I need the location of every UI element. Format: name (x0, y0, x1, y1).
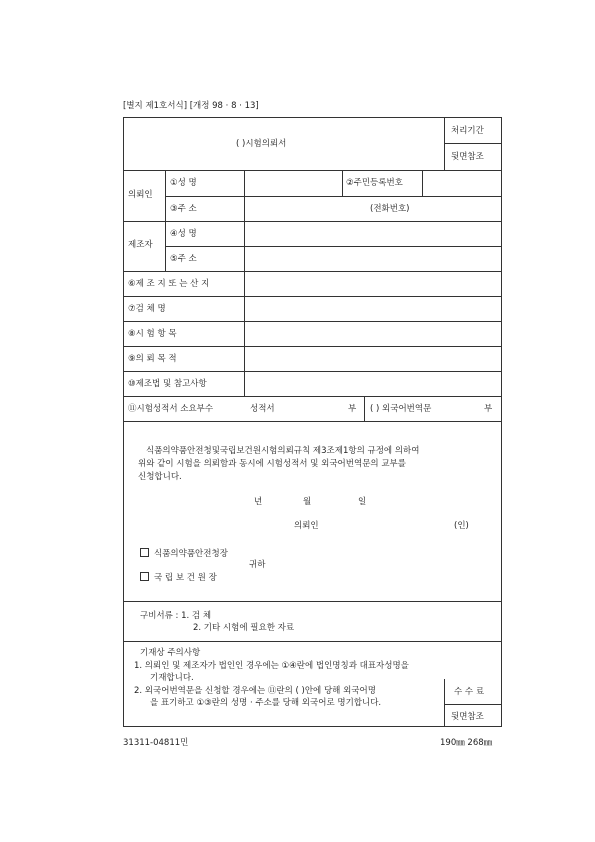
requester-name-label: ①성 명 (170, 178, 197, 188)
test-items-field[interactable] (250, 326, 498, 342)
manufacturer-address-field[interactable] (250, 251, 498, 267)
recipient-option-nih-label: 국 립 보 건 원 장 (154, 573, 217, 583)
form-code: 31311-04811민 (123, 738, 189, 748)
checkbox-nih[interactable] (140, 572, 149, 581)
required-docs-label: 구비서류 : 1. 검 체 (140, 611, 212, 621)
note-1-line-1: 1. 의뢰인 및 제조자가 법인인 경우에는 ①④란에 법인명칭과 대표자성명을 (134, 661, 409, 671)
resident-number-label: ②주민등록번호 (346, 178, 403, 188)
purpose-field[interactable] (250, 351, 498, 367)
paper-size: 190㎜ 268㎜ (440, 738, 493, 748)
date-month: 월 (303, 497, 312, 507)
form-number-header: [별지 제1호서식] [개정 98 · 8 · 13] (123, 101, 259, 111)
honorific: 귀하 (249, 560, 266, 570)
report-copies-label: ⑪시험성적서 소요부수 (128, 404, 214, 414)
note-2-line-1: 2. 외국어번역문을 신청할 경우에는 ⑪란의 ( )안에 당해 외국어명 (134, 686, 376, 696)
statement-line-2: 위와 같이 시험을 의뢰함과 동시에 시험성적서 및 외국어번역문의 교부를 (138, 459, 406, 469)
date-day: 일 (358, 497, 367, 507)
recipient-option-nih[interactable] (140, 572, 217, 583)
manufacturing-notes-field[interactable] (250, 376, 498, 392)
resident-number-field[interactable] (426, 176, 498, 192)
requester-phone-label: (전화번호) (370, 204, 410, 214)
date-year: 년 (254, 497, 263, 507)
foreign-translation-label: ( ) 외국어번역문 (370, 404, 432, 414)
sample-name-field[interactable] (250, 301, 498, 317)
fee-label: 수 수 료 (454, 687, 485, 697)
processing-period-label: 처리기간 (451, 126, 484, 136)
manufacturer-name-field[interactable] (250, 226, 498, 242)
statement-line-3: 신청합니다. (138, 472, 182, 482)
signer-label: 의뢰인 (294, 521, 319, 531)
form-title: ( )시험의뢰서 (236, 139, 287, 149)
origin-field[interactable] (250, 276, 498, 292)
seal-mark: (인) (454, 521, 469, 531)
manufacturer-address-label: ⑤주 소 (170, 254, 197, 264)
recipient-option-kfda[interactable] (140, 548, 228, 559)
statement-line-1: 식품의약품안전청및국립보건원시험의뢰규칙 제3조제1항의 규정에 의하여 (146, 446, 420, 456)
origin-label: ⑥제 조 지 또 는 산 지 (128, 279, 210, 289)
test-items-label: ⑧시 험 항 목 (128, 329, 177, 339)
notes-title: 기재상 주의사항 (140, 648, 201, 658)
recipient-option-kfda-label: 식품의약품안전청장 (154, 549, 228, 559)
fee-see-back: 뒷면참조 (451, 712, 484, 722)
manufacturer-section-label: 제조자 (128, 240, 153, 250)
manufacturing-notes-label: ⑩제조법 및 참고사항 (128, 379, 207, 389)
purpose-label: ⑨의 뢰 목 적 (128, 354, 177, 364)
note-2-line-2: 을 표기하고 ①③란의 성명 · 주소를 당해 외국어로 명기합니다. (150, 698, 382, 708)
report-label: 성적서 (250, 404, 275, 414)
requester-section-label: 의뢰인 (128, 190, 153, 200)
checkbox-kfda[interactable] (140, 548, 149, 557)
processing-period-see-back: 뒷면참조 (451, 152, 484, 162)
required-docs-item-2: 2. 기타 시험에 필요한 자료 (193, 623, 295, 633)
note-1-line-2: 기재합니다. (150, 673, 194, 683)
requester-name-field[interactable] (250, 176, 338, 192)
foreign-copies-field[interactable] (466, 401, 482, 417)
sample-name-label: ⑦검 체 명 (128, 304, 166, 314)
manufacturer-name-label: ④성 명 (170, 229, 197, 239)
foreign-copies-unit: 부 (484, 404, 493, 414)
report-copies-unit: 부 (348, 404, 357, 414)
requester-address-label: ③주 소 (170, 204, 197, 214)
report-copies-field[interactable] (290, 401, 344, 417)
